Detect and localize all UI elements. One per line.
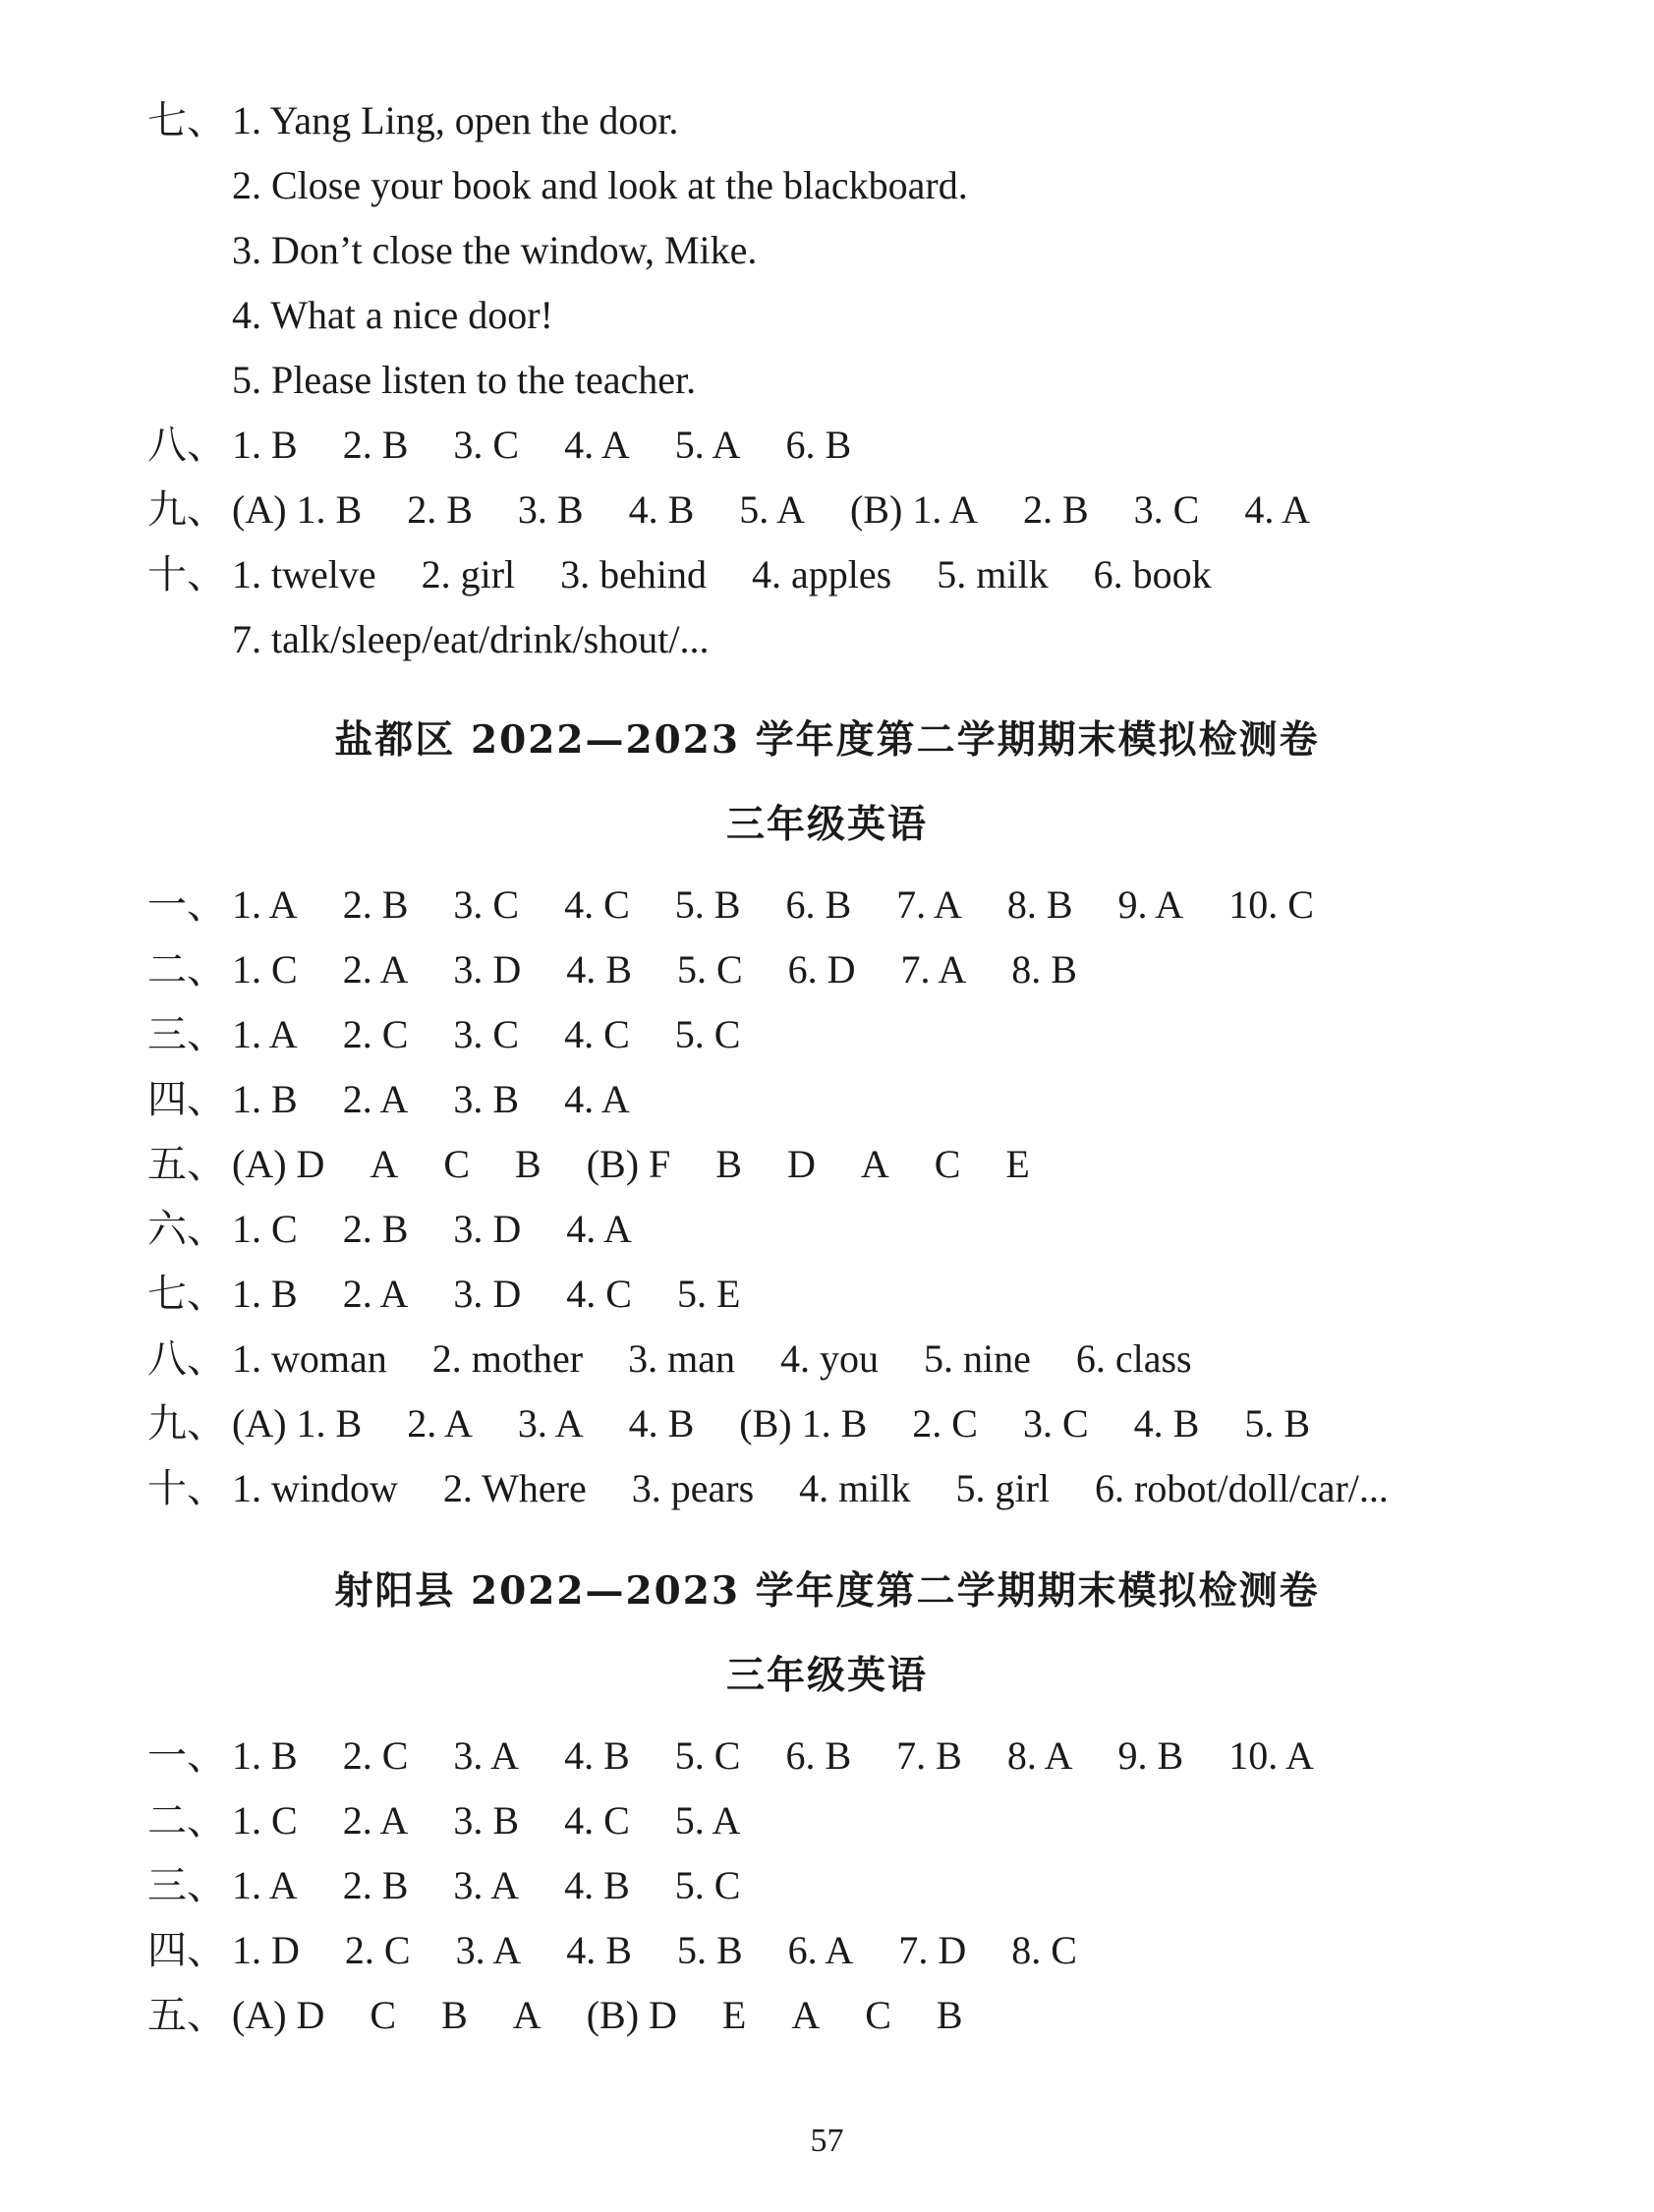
answer-item: 7. A	[896, 882, 962, 927]
answer-row-9	[147, 478, 1355, 542]
answer-item: 1. C	[232, 1798, 298, 1843]
sentence-1: 1. Yang Ling, open the door.	[232, 98, 679, 142]
answer-item: 5. C	[674, 1012, 741, 1056]
section-title: 射阳县 2022—2023 学年度第二学期期末模拟检测卷	[334, 1568, 1320, 1614]
answer-item: 4. B	[628, 1401, 695, 1446]
row-label: 七、	[147, 1272, 226, 1316]
answer-row	[147, 1788, 785, 1853]
answer-item: 3. A	[455, 1928, 522, 1972]
answer-row	[147, 1853, 785, 1918]
answer-item: 3. man	[628, 1336, 735, 1381]
answer-item: 9. B	[1117, 1733, 1184, 1778]
answer-item: 4. you	[779, 1336, 879, 1381]
answer-item: 4. B	[1133, 1401, 1200, 1446]
answer-item: 4. B	[566, 1928, 632, 1972]
answer-item: 4. B	[564, 1733, 630, 1778]
answer-item: 4. C	[566, 1272, 632, 1316]
answer-item: 2. C	[342, 1012, 409, 1056]
answer-item: (A) 1. B	[232, 487, 363, 532]
answer-item: 7. A	[900, 947, 967, 992]
answer-item: 6. B	[785, 423, 852, 467]
sentence-line	[232, 283, 553, 348]
answer-item: C	[443, 1142, 470, 1186]
answer-item: 3. C	[453, 882, 520, 927]
answer-item: B	[441, 1993, 468, 2037]
row-label: 三、	[147, 1863, 226, 1907]
answer-item: (B) 1. A	[849, 487, 978, 532]
answer-item: 4. A	[564, 423, 630, 467]
row-label: 二、	[147, 1798, 226, 1843]
answer-item: 5. A	[674, 423, 741, 467]
answer-row	[147, 873, 1359, 937]
answer-row-7	[147, 88, 678, 153]
row-label: 五、	[147, 1993, 226, 2037]
sentence-line	[232, 348, 696, 413]
answer-item: (A) D	[232, 1142, 325, 1186]
answer-item: 3. D	[453, 1272, 522, 1316]
answer-item: 4. milk	[799, 1466, 911, 1510]
answer-item: 1. C	[232, 1207, 298, 1251]
answer-item: 2. B	[342, 423, 409, 467]
page-number: 57	[810, 2123, 844, 2159]
answer-item: 5. B	[1244, 1401, 1311, 1446]
answer-item: 3. D	[453, 947, 522, 992]
row-label: 二、	[147, 947, 226, 992]
answer-row-10-cont	[232, 607, 709, 672]
answer-item: 5. milk	[937, 552, 1049, 596]
answer-item: 1. A	[232, 882, 298, 927]
answer-item: 2. mother	[431, 1336, 584, 1381]
answer-row	[147, 1983, 1008, 2048]
row-label: 四、	[147, 1077, 226, 1121]
answer-item: 1. C	[232, 947, 298, 992]
sentence-line	[232, 153, 968, 218]
answer-item: 2. C	[912, 1401, 978, 1446]
answer-item: 4. B	[628, 487, 695, 532]
answer-item: 3. D	[453, 1207, 522, 1251]
sentence-5: 5. Please listen to the teacher.	[232, 358, 697, 402]
answer-item: B	[715, 1142, 742, 1186]
answer-item: 6. A	[787, 1928, 854, 1972]
answer-item: 4. apples	[752, 552, 892, 596]
answer-item: 2. A	[407, 1401, 473, 1446]
row-label: 五、	[147, 1142, 226, 1186]
answer-item: (A) 1. B	[232, 1401, 363, 1446]
answer-row-10	[147, 542, 1257, 607]
answer-item: 2. A	[342, 1798, 409, 1843]
answer-item: 8. C	[1011, 1928, 1077, 1972]
answer-item: C	[865, 1993, 891, 2037]
answer-item: 6. D	[787, 947, 856, 992]
answer-item: 7. B	[896, 1733, 962, 1778]
answer-row	[147, 937, 1122, 1002]
answer-row	[147, 1724, 1359, 1788]
answer-item: 3. C	[453, 1012, 520, 1056]
answer-item: 4. A	[1244, 487, 1311, 532]
sentence-line	[232, 218, 757, 283]
answer-row	[147, 1067, 675, 1132]
answer-item: 1. B	[232, 1733, 298, 1778]
answer-item: 4. B	[564, 1863, 630, 1907]
answer-item: 4. C	[564, 1012, 630, 1056]
answer-item: (B) D	[586, 1993, 677, 2037]
answer-row-8	[147, 413, 896, 478]
answer-item: 2. C	[342, 1733, 409, 1778]
answer-item: 2. A	[342, 947, 409, 992]
answer-item: 4. C	[564, 1798, 630, 1843]
answer-item: 5. nine	[923, 1336, 1031, 1381]
answer-item: 1. B	[232, 423, 298, 467]
answer-item: 6. robot/doll/car/...	[1095, 1466, 1389, 1510]
answer-item: 9. A	[1117, 882, 1184, 927]
answer-item: 1. window	[232, 1466, 398, 1510]
answer-row	[147, 1262, 785, 1327]
answer-item: B	[936, 1993, 963, 2037]
answer-item: B	[515, 1142, 542, 1186]
answer-item: 10. A	[1228, 1733, 1314, 1778]
answer-item: 5. B	[676, 1928, 743, 1972]
answer-item: 1. twelve	[232, 552, 376, 596]
answer-item: 2. B	[342, 882, 409, 927]
answer-item: 5. C	[676, 947, 743, 992]
answer-item: 3. B	[453, 1077, 520, 1121]
answer-item: 3. behind	[560, 552, 708, 596]
answer-item: 2. B	[342, 1207, 409, 1251]
answer-item: E	[721, 1993, 747, 2037]
answer-item: 5. B	[674, 882, 741, 927]
row-label: 九、	[147, 1401, 226, 1446]
answer-item: 3. C	[1133, 487, 1200, 532]
answer-item: C	[370, 1993, 397, 2037]
answer-item: 1. D	[232, 1928, 300, 1972]
answer-item: 8. A	[1006, 1733, 1073, 1778]
row-label: 四、	[147, 1928, 226, 1972]
answer-item: 2. B	[342, 1863, 409, 1907]
row-label: 十、	[147, 1466, 226, 1510]
answer-item: 2. A	[342, 1272, 409, 1316]
answer-item: 6. B	[785, 882, 852, 927]
answer-item: 4. B	[566, 947, 632, 992]
answer-item: 2. Where	[442, 1466, 587, 1510]
answer-item: 6. class	[1075, 1336, 1192, 1381]
answer-item: 1. B	[232, 1272, 298, 1316]
answer-item: 3. C	[453, 423, 520, 467]
answer-item: 1. A	[232, 1863, 298, 1907]
answer-item: 3. B	[453, 1798, 520, 1843]
row-label: 一、	[147, 882, 226, 927]
answer-item: 7. talk/sleep/eat/drink/shout/...	[232, 617, 710, 661]
answer-item: 5. E	[676, 1272, 741, 1316]
answer-item: 4. C	[564, 882, 630, 927]
answer-item: D	[786, 1142, 816, 1186]
answer-item: (B) 1. B	[739, 1401, 868, 1446]
answer-item: 2. C	[344, 1928, 411, 1972]
answer-item: A	[791, 1993, 821, 2037]
answer-item: 5. A	[739, 487, 805, 532]
answer-item: 2. A	[342, 1077, 409, 1121]
answer-item: (A) D	[232, 1993, 325, 2037]
answer-item: (B) F	[586, 1142, 671, 1186]
answer-item: 5. C	[674, 1863, 741, 1907]
answer-item: 1. B	[232, 1077, 298, 1121]
answer-row	[147, 1002, 785, 1067]
answer-item: 8. B	[1011, 947, 1077, 992]
answer-item: 2. B	[407, 487, 473, 532]
answer-item: 4. A	[564, 1077, 630, 1121]
answer-item: 3. pears	[631, 1466, 755, 1510]
answer-item: 10. C	[1228, 882, 1314, 927]
row-label: 九、	[147, 487, 226, 532]
row-label: 七、	[147, 98, 226, 142]
answer-item: A	[860, 1142, 889, 1186]
answer-item: 5. girl	[955, 1466, 1051, 1510]
answer-item: 1. woman	[232, 1336, 387, 1381]
row-label: 八、	[147, 423, 226, 467]
section-title: 盐都区 2022—2023 学年度第二学期期末模拟检测卷	[334, 717, 1320, 763]
answer-item: 7. D	[898, 1928, 967, 1972]
row-label: 六、	[147, 1207, 226, 1251]
answer-item: 6. B	[785, 1733, 852, 1778]
answer-item: C	[934, 1142, 961, 1186]
row-label: 八、	[147, 1336, 226, 1381]
row-label: 一、	[147, 1733, 226, 1778]
sentence-4: 4. What a nice door!	[232, 293, 553, 337]
answer-item: 4. A	[566, 1207, 632, 1251]
section-subtitle: 三年级英语	[725, 1653, 928, 1698]
sentence-3: 3. Don’t close the window, Mike.	[232, 228, 758, 272]
answer-row	[147, 1197, 677, 1262]
answer-item: 3. A	[453, 1733, 520, 1778]
answer-item: 5. A	[674, 1798, 741, 1843]
answer-item: A	[512, 1993, 542, 2037]
section-subtitle: 三年级英语	[725, 802, 928, 847]
answer-row	[147, 1456, 1434, 1521]
answer-item: 3. A	[517, 1401, 584, 1446]
answer-item: 3. C	[1022, 1401, 1089, 1446]
answer-item: 1. A	[232, 1012, 298, 1056]
row-label: 十、	[147, 552, 226, 596]
answer-item: 2. B	[1022, 487, 1089, 532]
sentence-2: 2. Close your book and look at the blackboard.	[232, 163, 968, 207]
answer-row	[147, 1132, 1075, 1197]
answer-row	[147, 1918, 1122, 1983]
answer-item: 6. book	[1093, 552, 1212, 596]
answer-row	[147, 1391, 1355, 1456]
answer-item: E	[1005, 1142, 1030, 1186]
row-label: 三、	[147, 1012, 226, 1056]
answer-item: A	[370, 1142, 399, 1186]
answer-item: 2. girl	[421, 552, 516, 596]
answer-item: 8. B	[1006, 882, 1073, 927]
answer-row	[147, 1327, 1237, 1391]
answer-item: 5. C	[674, 1733, 741, 1778]
answer-item: 3. A	[453, 1863, 520, 1907]
answer-item: 3. B	[517, 487, 584, 532]
